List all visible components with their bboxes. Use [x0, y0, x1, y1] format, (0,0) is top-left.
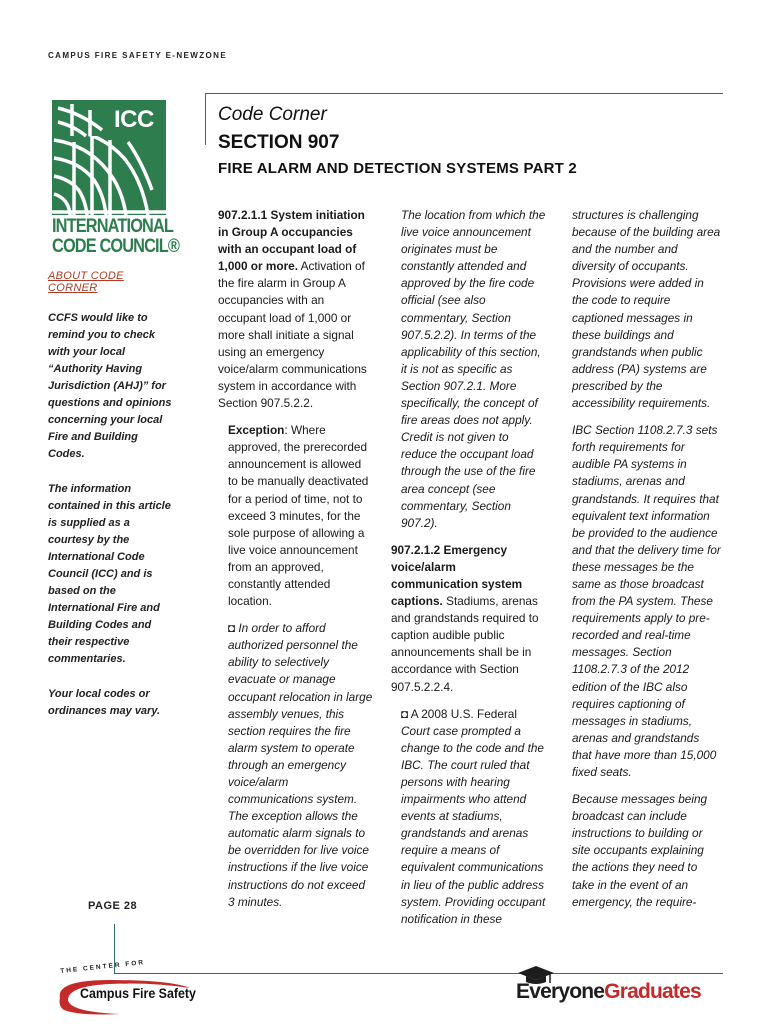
section-heading: 907.2.1.1 System initiation in Group A occupancies with an occupant load of 1,000 or more.: [218, 208, 365, 274]
eg-word-graduates: Graduates: [604, 980, 701, 1003]
article-subtitle: FIRE ALARM AND DETECTION SYSTEMS PART 2: [218, 160, 577, 177]
exception-body: : Where approved, the prerecorded announcement is allowed to be manually deactivated for a period of time, not to exceed 3 minutes, for the sole purpose of allowing a live voice announcement from an approved, constantly attended location.: [228, 423, 369, 609]
icc-logo: [52, 100, 180, 260]
article-column-3: [572, 207, 722, 911]
article-column-1: [218, 207, 373, 911]
header-rule-vertical: [205, 93, 206, 145]
newszone-title: CAMPUS FIRE SAFETY E-NEWZONE: [48, 51, 228, 60]
section-heading: 907.2.1.2 Emergency voice/alarm communication system captions.: [391, 542, 523, 609]
section-title: SECTION 907: [218, 132, 340, 153]
section-body: Activation of the fire alarm in Group A occupancies with an occupant load of 1,000 or more shall initiate a signal using an emergency voice/alarm communications system in accordance with Section 907.5.2.2.: [218, 259, 367, 411]
everyone-graduates-logo: [516, 964, 726, 1010]
sidebar-para-local: Your local codes or ordinances may vary.: [48, 688, 161, 717]
commentary-paragraph: IBC Section 1108.2.7.3 sets forth requirements for audible PA systems in stadiums, arenas and grandstands. It requires that equivalent text information be provided to the audience and that the delivery time for these messages be the same as those broadcast from the PA system. These requirements apply to pre-recorded and real-time messages. Section 1108.2.7.3 of the 2012 edition of the IBC also requires captioning of messages in stadiums, arenas and grandstands that have more than 15,000 fixed seats.: [572, 423, 721, 779]
icc-globe-mark: [52, 100, 166, 215]
commentary-continued: The location from which the live voice announcement originates must be constantly attended and approved by the fire code official (see also commentary, Section 907.5.2.2). In terms of the applicability of this section, it is not as specific as Section 907.2.1. More specifically, the concept of fire areas does not apply. Credit is not given to reduce the occupant load through the use of the fire area concept (see commentary, Section 907.2).: [401, 208, 546, 530]
icc-name-line2: CODE COUNCIL®: [52, 236, 180, 257]
icc-name-line1: INTERNATIONAL: [52, 216, 174, 237]
header-rule: [205, 93, 723, 94]
commentary-lead: ◘ A 2008 U.S. Federal: [401, 706, 517, 721]
article-column-2: [391, 207, 546, 928]
commentary-paragraph: Because messages being broadcast can include instructions to building or site occupants explaining the actions they need to take in the event of an emergency, the require-: [572, 792, 708, 909]
eg-wordmark: [516, 980, 701, 1004]
cfs-tagline: THE CENTER FOR: [60, 959, 146, 975]
column-title: Code Corner: [218, 104, 327, 125]
icc-letters: ICC: [114, 106, 154, 133]
section-body: Stadiums, arenas and grandstands required to caption audible public announcements shall be in accordance with Section 907.5.2.2.4.: [391, 594, 539, 694]
sidebar-heading: ABOUT CODE CORNER: [48, 270, 124, 294]
page-number: PAGE 28: [88, 900, 138, 912]
campus-fire-safety-logo: [50, 959, 200, 1016]
exception-label: Exception: [228, 423, 285, 438]
commentary-paragraph: structures is challenging because of the building area and the number and diversity of occupants. Provisions were added in the code to require captioned messages in these buildings and grandstands when public address (PA) systems are prescribed by the accessibility requirements.: [572, 208, 721, 411]
sidebar-para-ahj: CCFS would like to remind you to check with your local “Authority Having Jurisdiction (AHJ)” for questions and opinions concerning your local Fire and Building Codes.: [48, 312, 172, 460]
eg-word-everyone: Everyone: [516, 980, 605, 1003]
sidebar: [48, 270, 173, 720]
exception-paragraph: [218, 422, 373, 610]
cfs-name: Campus Fire Safety: [80, 986, 196, 1001]
section-907-2-1-1: [218, 207, 373, 412]
sidebar-para-courtesy: The information contained in this article is supplied as a courtesy by the International Code Council (ICC) and is based on the International Fire and Building Codes and their respective commentaries.: [48, 483, 171, 665]
commentary-body: Court case prompted a change to the code and the IBC. The court ruled that persons with hearing impairments who attend events at stadiums, grandstands and arenas require a means of equivalent communications in lieu of the public address system. Providing occupant notification in these: [401, 723, 546, 926]
commentary-paragraph: [391, 706, 546, 928]
commentary-paragraph: ◘ In order to afford authorized personnel the ability to selectively evacuate or manage occupant relocation in large assembly venues, this section requires the fire alarm system to operate through an emergency voice/alarm communications system. The exception allows the automatic alarm signals to be overridden for live voice instructions if the live voice instructions do not exceed 3 minutes.: [228, 621, 373, 909]
section-907-2-1-2: [391, 542, 546, 696]
